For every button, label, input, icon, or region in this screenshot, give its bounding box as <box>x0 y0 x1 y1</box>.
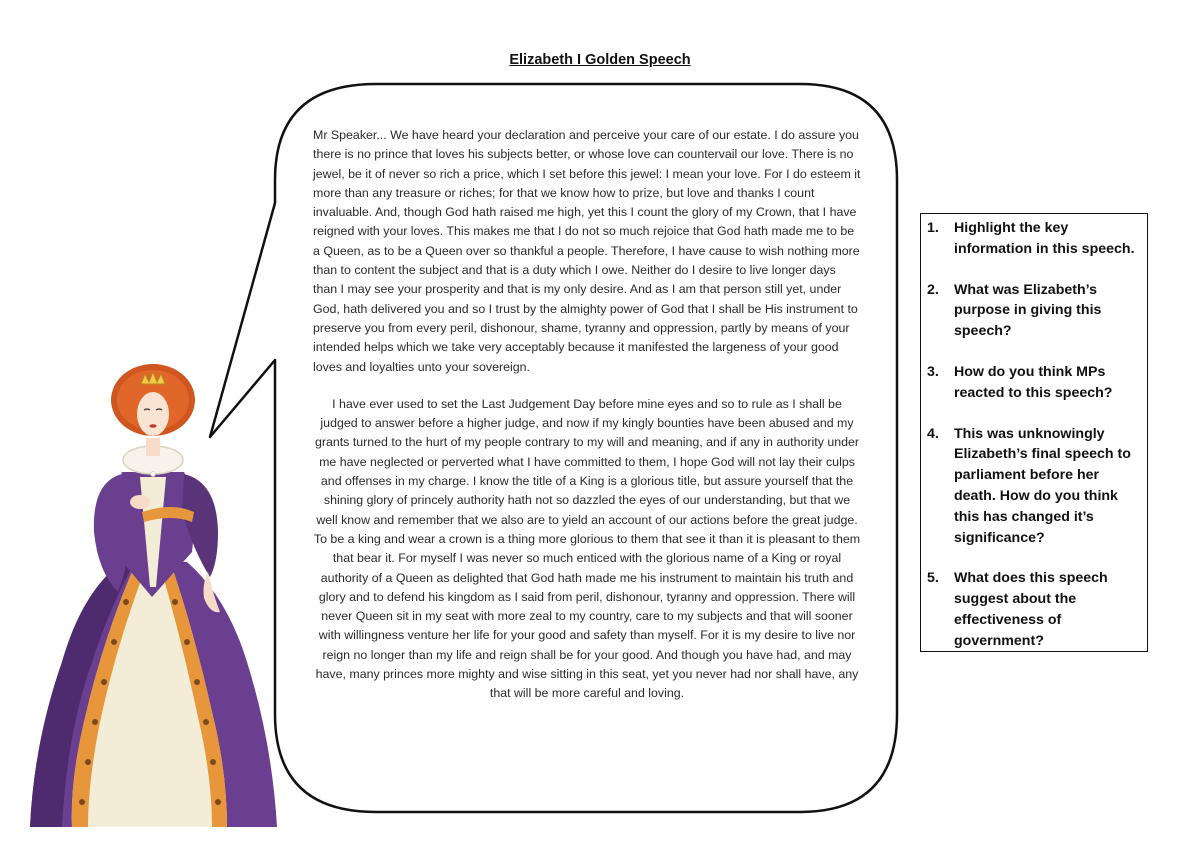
question-item <box>927 424 1141 549</box>
crown <box>141 372 165 384</box>
speech-paragraph-1: Mr Speaker... We have heard your declaration and perceive your care of our estate. I do assure you there is no prince that loves his subjects better, or whose love can countervail our love. There is no jewel, be it of never so rich a price, which I set before this jewel: I mean your love. For I do esteem it more than any treasure or riches; for that we know how to prize, but love and thanks I count invaluable. And, though God hath raised me high, yet this I count the glory of my Crown, that I have reigned with your loves. This makes me that I do not so much rejoice that God hath made me to be a Queen, as to be a Queen over so thankful a people. Therefore, I have cause to wish nothing more than to content the subject and that is a duty which I owe. Neither do I desire to live longer days than I may see your prosperity and that is my only desire. And as I am that person still yet, under God, hath delivered you and so I trust by the almighty power of God that I shall be His instrument to preserve you from every peril, dishonour, shame, tyranny and oppression, partly by means of your intended helps which we take very acceptably because it manifested the largeness of your good loves and loyalties unto your sovereign. <box>313 128 861 374</box>
lips <box>150 424 157 428</box>
speech-text <box>313 126 861 704</box>
page-title: Elizabeth I Golden Speech <box>509 52 691 68</box>
question-number: 4. <box>927 425 939 442</box>
queen-elizabeth-illustration <box>22 362 284 832</box>
neck <box>146 438 160 456</box>
question-item <box>927 362 1141 404</box>
speech-paragraph-2: I have ever used to set the Last Judgement Day before mine eyes and so to rule as I shall be judged to answer before a higher judge, and now if my kingly bounties have been abused and my grants turned to the hurt of my people contrary to my will and meaning, and if any in authority under me have neglected or perverted what I have committed to them, I hope God will not lay their culps and offenses in my charge. I know the title of a King is a glorious title, but assure yourself that the shining glory of princely authority hath not so dazzled the eyes of our understanding, but that we well know and remember that we also are to yield an account of our actions before the great judge. To be a king and wear a crown is a thing more glorious to them that see it than it is pleasant to them that bear it. For myself I was never so much enticed with the glorious name of a King or royal authority of a Queen as delighted that God hath made me his instrument to maintain his truth and glory and to defend his kingdom as I said from peril, dishonour, tyranny and oppression. There will never Queen sit in my seat with more zeal to my country, care to my subjects and that will sooner with willingness venture her life for your good and safety than myself. For it is my desire to live nor reign no longer than my life and reign shall be for your good. And though you have had, and may have, many princes more mighty and wise sitting in this seat, yet you never had nor shall have, any that will be more careful and loving. <box>313 396 861 701</box>
face <box>137 392 169 436</box>
hand-left <box>130 495 150 509</box>
question-number: 1. <box>927 220 939 236</box>
question-item <box>927 218 1141 260</box>
pearl <box>151 472 156 477</box>
question-item <box>927 568 1141 651</box>
question-number: 5. <box>927 570 939 587</box>
questions-box <box>920 213 1148 652</box>
question-text: What does this speech suggest about the effectiveness of government? <box>954 570 1108 649</box>
question-list <box>927 218 1141 652</box>
question-text: Highlight the key information in this speech. <box>954 220 1135 257</box>
question-number: 3. <box>927 363 939 380</box>
sleeve-right <box>182 474 218 577</box>
question-item <box>927 280 1141 342</box>
question-text: What was Elizabeth’s purpose in giving this speech? <box>954 281 1102 340</box>
question-text: This was unknowingly Elizabeth’s final speech to parliament before her death. How do you think this has changed it’s significance? <box>954 425 1131 546</box>
question-number: 2. <box>927 281 939 298</box>
question-text: How do you think MPs reacted to this speech? <box>954 363 1113 401</box>
